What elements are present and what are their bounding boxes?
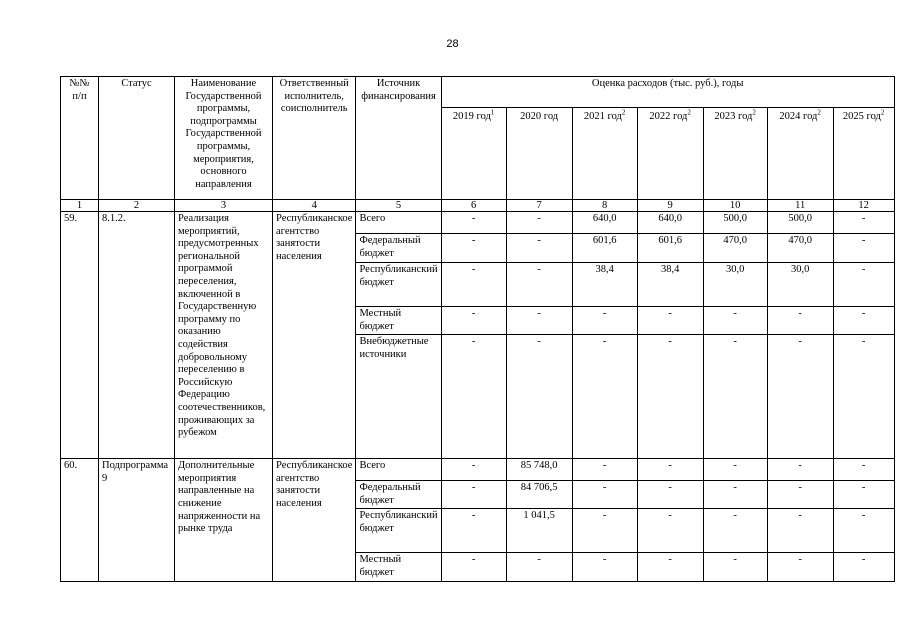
year-header [637,108,703,200]
column-number: 5 [356,200,441,212]
expense-value: 38,4 [572,263,637,307]
column-number: 11 [767,200,833,212]
column-number: 12 [833,200,894,212]
year-header [767,108,833,200]
expense-value: - [441,307,506,335]
expense-value: - [441,212,506,234]
expense-value: - [703,307,767,335]
expense-value: - [506,307,572,335]
row-status: 8.1.2. [99,212,175,459]
table-row [61,212,895,234]
expense-value: - [572,481,637,509]
column-number: 4 [273,200,356,212]
expense-value: 84 706,5 [506,481,572,509]
expense-value: 470,0 [703,234,767,263]
expense-value: - [637,481,703,509]
row-executor: Республиканское агентство занятости населения [273,212,356,459]
expense-value: - [833,553,894,581]
source-label: Местный бюджет [356,553,441,581]
expense-value: 30,0 [703,263,767,307]
column-number: 6 [441,200,506,212]
header-source: Источник финансирования [356,77,441,200]
year-footnote-mark: 2 [752,108,756,117]
header-expenses: Оценка расходов (тыс. руб.), годы [441,77,894,108]
column-number: 10 [703,200,767,212]
expense-value: - [506,553,572,581]
expense-value: - [441,263,506,307]
column-number: 7 [506,200,572,212]
table-row [61,459,895,481]
expense-value: - [833,263,894,307]
row-name: Реализация мероприятий, предусмотренных региональной программой переселения, включенной в Государственную программу по оказанию содействия добровольному переселению в Российскую Федерацию соотечественников, проживающих за рубежом [175,212,273,459]
header-name: Наименование Государственной программы, подпрограммы Государственной программы, мероприятия, основного направления [175,77,273,200]
expense-value: - [767,553,833,581]
column-number: 3 [175,200,273,212]
year-header [506,108,572,200]
expense-value: 601,6 [637,234,703,263]
expense-value: - [703,553,767,581]
year-header [703,108,767,200]
row-name: Дополнительные мероприятия направленные на снижение напряженности на рынке труда [175,459,273,581]
expense-value: 601,6 [572,234,637,263]
expense-value: - [637,553,703,581]
expense-value: - [572,509,637,553]
expense-value: - [506,212,572,234]
expense-value: 640,0 [572,212,637,234]
year-label: 2021 год [583,111,622,122]
expense-value: - [833,335,894,459]
row-number: 60. [61,459,99,581]
expense-value: - [506,335,572,459]
column-number: 8 [572,200,637,212]
expense-value: 640,0 [637,212,703,234]
source-label: Республиканский бюджет [356,509,441,553]
expense-value: - [572,307,637,335]
expense-value: - [637,509,703,553]
expense-value: - [767,307,833,335]
expense-value: - [833,212,894,234]
column-number: 9 [637,200,703,212]
expense-value: - [833,234,894,263]
year-footnote-mark: 2 [817,108,821,117]
expense-value: - [767,509,833,553]
column-number: 1 [61,200,99,212]
expense-value: - [506,234,572,263]
row-executor: Республиканское агентство занятости населения [273,459,356,581]
expense-value: - [441,459,506,481]
source-label: Республиканский бюджет [356,263,441,307]
expense-value: - [833,307,894,335]
expenses-table [60,76,895,582]
expense-value: - [506,263,572,307]
source-label: Всего [356,212,441,234]
year-label: 2025 год [842,111,881,122]
expense-value: - [637,307,703,335]
expense-value: 470,0 [767,234,833,263]
expense-value: - [703,335,767,459]
page-number: 28 [446,38,459,50]
expense-value: - [637,459,703,481]
row-status: Подпрограмма 9 [99,459,175,581]
expense-value: 500,0 [703,212,767,234]
source-label: Всего [356,459,441,481]
header-row [61,77,895,108]
expense-value: - [572,459,637,481]
expense-value: 38,4 [637,263,703,307]
expense-value: - [441,335,506,459]
expense-value: - [703,459,767,481]
expense-value: - [572,553,637,581]
year-label: 2019 год [452,111,491,122]
expense-value: - [703,509,767,553]
column-number: 2 [99,200,175,212]
expense-value: - [833,459,894,481]
expense-value: 500,0 [767,212,833,234]
expense-value: - [767,481,833,509]
expense-value: 1 041,5 [506,509,572,553]
year-footnote-mark: 2 [687,108,691,117]
year-label: 2023 год [714,111,753,122]
expense-value: - [441,509,506,553]
expense-value: 30,0 [767,263,833,307]
header-executor: Ответственный исполнитель, соисполнитель [273,77,356,200]
expense-value: - [572,335,637,459]
expense-value: - [703,481,767,509]
expense-value: - [767,459,833,481]
expense-value: 85 748,0 [506,459,572,481]
column-number-row [61,200,895,212]
source-label: Федеральный бюджет [356,234,441,263]
year-footnote-mark: 2 [880,108,885,117]
expense-value: - [441,481,506,509]
source-label: Местный бюджет [356,307,441,335]
header-status: Статус [99,77,175,200]
year-header [441,108,506,200]
row-number: 59. [61,212,99,459]
year-header [833,108,894,200]
year-footnote-mark: 2 [621,108,626,117]
expense-value: - [441,234,506,263]
year-footnote-mark: 1 [490,108,495,117]
year-header [572,108,637,200]
source-label: Внебюджетные источники [356,335,441,459]
year-label: 2020 год [520,111,559,122]
expense-value: - [637,335,703,459]
year-label: 2024 год [779,111,818,122]
expense-value: - [767,335,833,459]
expense-value: - [833,509,894,553]
expense-value: - [833,481,894,509]
year-label: 2022 год [649,111,688,122]
header-num: №№ п/п [61,77,99,200]
source-label: Федеральный бюджет [356,481,441,509]
expense-value: - [441,553,506,581]
